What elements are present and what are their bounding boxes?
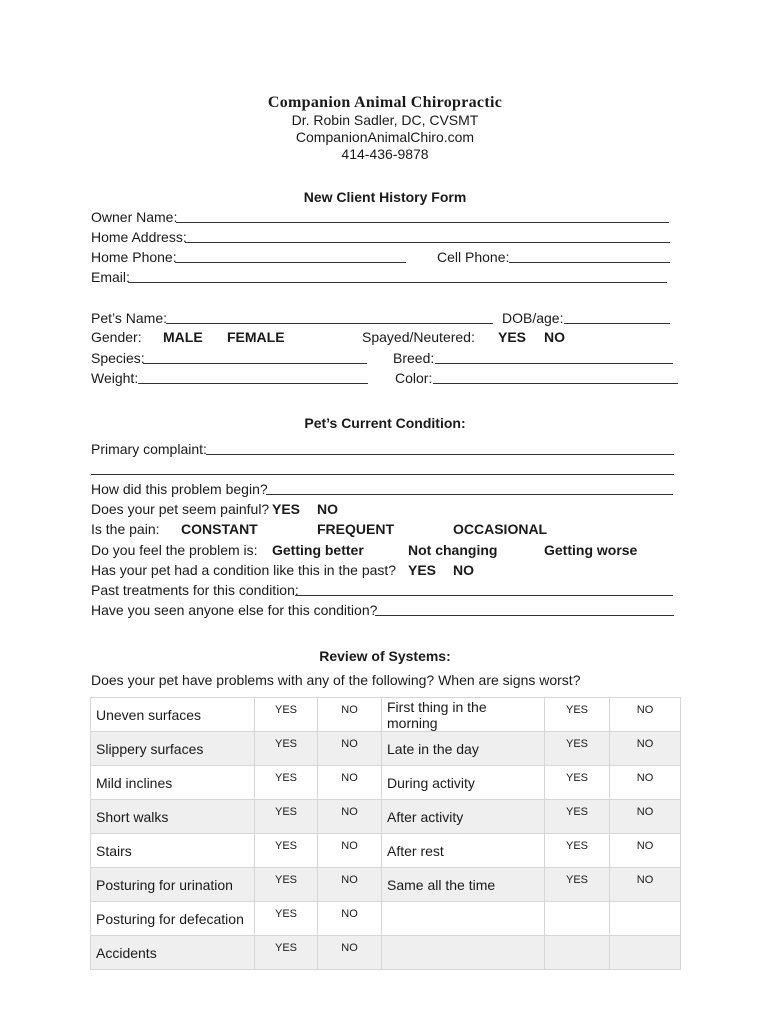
timing-label: After activity xyxy=(382,800,545,834)
timing-yes-option[interactable]: YES xyxy=(545,766,610,800)
systems-row xyxy=(91,766,681,800)
species-label: Species: xyxy=(91,350,145,366)
trend-getting-better-option[interactable]: Getting better xyxy=(272,542,364,558)
spayed-no-option[interactable]: NO xyxy=(544,329,565,345)
timing-no-option[interactable]: NO xyxy=(610,800,681,834)
timing-label: Late in the day xyxy=(382,732,545,766)
form-title: New Client History Form xyxy=(303,189,467,205)
trend-not-changing-option[interactable]: Not changing xyxy=(408,542,498,558)
pain-constant-option[interactable]: CONSTANT xyxy=(181,521,258,537)
pet-name-field[interactable] xyxy=(166,323,493,324)
condition-label: Short walks xyxy=(91,800,255,834)
no-option[interactable]: NO xyxy=(318,698,382,732)
clinic-name: Companion Animal Chiropractic xyxy=(267,94,503,111)
timing-no-option[interactable]: NO xyxy=(610,868,681,902)
email-field[interactable] xyxy=(128,282,667,283)
timing-yes-option xyxy=(545,902,610,936)
trend-getting-worse-option[interactable]: Getting worse xyxy=(544,542,638,558)
doctor-name: Dr. Robin Sadler, DC, CVSMT xyxy=(291,112,479,128)
weight-label: Weight: xyxy=(91,370,139,386)
color-label: Color: xyxy=(395,370,433,386)
gender-label: Gender: xyxy=(91,329,142,345)
pain-frequent-option[interactable]: FREQUENT xyxy=(317,521,394,537)
yes-option[interactable]: YES xyxy=(255,698,318,732)
timing-label xyxy=(382,936,545,970)
timing-label: Same all the time xyxy=(382,868,545,902)
no-option[interactable]: NO xyxy=(318,834,382,868)
systems-row xyxy=(91,698,681,732)
species-field[interactable] xyxy=(143,363,367,364)
timing-yes-option[interactable]: YES xyxy=(545,732,610,766)
past-condition-label: Has your pet had a condition like this in the past? xyxy=(91,562,397,578)
primary-complaint-field-line-2[interactable] xyxy=(91,474,674,475)
gender-female-option[interactable]: FEMALE xyxy=(227,329,285,345)
systems-row xyxy=(91,868,681,902)
no-option[interactable]: NO xyxy=(318,902,382,936)
condition-label: Mild inclines xyxy=(91,766,255,800)
website: CompanionAnimalChiro.com xyxy=(295,129,475,145)
yes-option[interactable]: YES xyxy=(255,936,318,970)
pain-type-label: Is the pain: xyxy=(91,521,160,537)
problem-begin-label: How did this problem begin? xyxy=(91,481,268,497)
no-option[interactable]: NO xyxy=(318,800,382,834)
condition-label: Posturing for urination xyxy=(91,868,255,902)
timing-label: After rest xyxy=(382,834,545,868)
painful-no-option[interactable]: NO xyxy=(317,501,338,517)
timing-label: First thing in the morning xyxy=(382,698,545,732)
yes-option[interactable]: YES xyxy=(255,868,318,902)
problem-trend-label: Do you feel the problem is: xyxy=(91,542,258,558)
timing-yes-option xyxy=(545,936,610,970)
systems-question: Does your pet have problems with any of the following? When are signs worst? xyxy=(91,672,581,688)
timing-no-option xyxy=(610,902,681,936)
systems-row xyxy=(91,800,681,834)
condition-label: Accidents xyxy=(91,936,255,970)
systems-heading: Review of Systems: xyxy=(319,648,451,664)
condition-label: Slippery surfaces xyxy=(91,732,255,766)
pet-name-label: Pet’s Name: xyxy=(91,310,167,326)
timing-yes-option[interactable]: YES xyxy=(545,834,610,868)
systems-row xyxy=(91,834,681,868)
painful-yes-option[interactable]: YES xyxy=(272,501,301,517)
past-treatments-field[interactable] xyxy=(295,595,673,596)
primary-complaint-field[interactable] xyxy=(206,454,674,455)
yes-option[interactable]: YES xyxy=(255,732,318,766)
cell-phone-label: Cell Phone: xyxy=(437,249,510,265)
past-condition-yes-option[interactable]: YES xyxy=(408,562,437,578)
owner-name-field[interactable] xyxy=(176,222,669,223)
no-option[interactable]: NO xyxy=(318,868,382,902)
systems-row xyxy=(91,902,681,936)
dob-field[interactable] xyxy=(564,323,670,324)
timing-no-option xyxy=(610,936,681,970)
timing-label: During activity xyxy=(382,766,545,800)
past-condition-no-option[interactable]: NO xyxy=(453,562,474,578)
no-option[interactable]: NO xyxy=(318,732,382,766)
problem-begin-field[interactable] xyxy=(266,494,673,495)
yes-option[interactable]: YES xyxy=(255,902,318,936)
timing-no-option[interactable]: NO xyxy=(610,732,681,766)
condition-label: Stairs xyxy=(91,834,255,868)
timing-label xyxy=(382,902,545,936)
spayed-neutered-label: Spayed/Neutered: xyxy=(362,329,475,345)
primary-complaint-label: Primary complaint: xyxy=(91,441,207,457)
timing-no-option[interactable]: NO xyxy=(610,766,681,800)
past-treatments-label: Past treatments for this condition: xyxy=(91,582,299,598)
breed-field[interactable] xyxy=(435,363,673,364)
dob-label: DOB/age: xyxy=(502,310,564,326)
timing-yes-option[interactable]: YES xyxy=(545,800,610,834)
seen-anyone-label: Have you seen anyone else for this condition? xyxy=(91,602,378,618)
home-address-field[interactable] xyxy=(185,242,670,243)
timing-yes-option[interactable]: YES xyxy=(545,868,610,902)
gender-male-option[interactable]: MALE xyxy=(163,329,203,345)
home-address-label: Home Address: xyxy=(91,229,187,245)
home-phone-field[interactable] xyxy=(175,262,406,263)
breed-label: Breed: xyxy=(393,350,435,366)
home-phone-label: Home Phone: xyxy=(91,249,177,265)
cell-phone-field[interactable] xyxy=(509,262,670,263)
condition-label: Posturing for defecation xyxy=(91,902,255,936)
email-label: Email: xyxy=(91,269,130,285)
timing-no-option[interactable]: NO xyxy=(610,698,681,732)
yes-option[interactable]: YES xyxy=(255,766,318,800)
no-option[interactable]: NO xyxy=(318,936,382,970)
pain-occasional-option[interactable]: OCCASIONAL xyxy=(453,521,548,537)
weight-field[interactable] xyxy=(138,383,368,384)
clinic-phone: 414-436-9878 xyxy=(341,146,429,162)
seen-anyone-field[interactable] xyxy=(375,615,674,616)
yes-option[interactable]: YES xyxy=(255,834,318,868)
owner-name-label: Owner Name: xyxy=(91,209,178,225)
condition-heading: Pet’s Current Condition: xyxy=(304,415,466,431)
condition-label: Uneven surfaces xyxy=(91,698,255,732)
systems-row xyxy=(91,936,681,970)
spayed-yes-option[interactable]: YES xyxy=(498,329,527,345)
painful-label: Does your pet seem painful? xyxy=(91,501,270,517)
color-field[interactable] xyxy=(433,383,678,384)
no-option[interactable]: NO xyxy=(318,766,382,800)
timing-no-option[interactable]: NO xyxy=(610,834,681,868)
systems-row xyxy=(91,732,681,766)
timing-yes-option[interactable]: YES xyxy=(545,698,610,732)
systems-table xyxy=(90,697,681,970)
yes-option[interactable]: YES xyxy=(255,800,318,834)
